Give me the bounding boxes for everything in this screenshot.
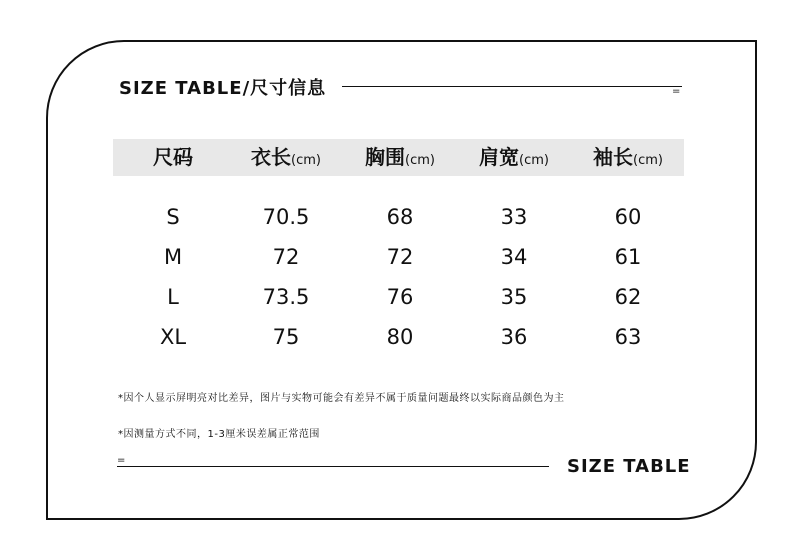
cell-shoulder: 36 <box>500 325 528 349</box>
column-header-size: 尺码 <box>153 145 193 169</box>
footer-title: SIZE TABLE <box>567 456 691 477</box>
cell-chest: 80 <box>386 325 414 349</box>
cell-sleeve: 61 <box>614 245 642 269</box>
cell-chest: 72 <box>386 245 414 269</box>
column-header-shoulder: 肩宽(cm) <box>479 145 549 169</box>
table-row <box>0 282 798 312</box>
table-row <box>0 322 798 352</box>
footer-divider <box>117 466 549 467</box>
cell-size: S <box>166 205 180 229</box>
cell-size: XL <box>159 325 187 349</box>
header-divider <box>342 86 682 87</box>
cell-size: L <box>167 285 179 309</box>
cell-length: 73.5 <box>262 285 310 309</box>
column-header-length: 衣长(cm) <box>251 145 321 169</box>
column-header-chest: 胸围(cm) <box>365 145 435 169</box>
note-measurement-tolerance: *因测量方式不同，1-3厘米误差属正常范围 <box>118 429 320 440</box>
note-color-disclaimer: *因个人显示屏明亮对比差异，图片与实物可能会有差异不属于质量问题最终以实际商品颜色为主 <box>118 393 565 404</box>
cell-length: 70.5 <box>262 205 310 229</box>
cell-shoulder: 34 <box>500 245 528 269</box>
footer-mark: = <box>117 455 126 466</box>
cell-length: 72 <box>272 245 300 269</box>
column-header-sleeve: 袖长(cm) <box>593 145 663 169</box>
table-row <box>0 242 798 272</box>
cell-chest: 76 <box>386 285 414 309</box>
cell-shoulder: 33 <box>500 205 528 229</box>
cell-length: 75 <box>272 325 300 349</box>
cell-shoulder: 35 <box>500 285 528 309</box>
cell-sleeve: 62 <box>614 285 642 309</box>
table-row <box>0 202 798 232</box>
size-table-card <box>46 40 757 520</box>
cell-sleeve: 60 <box>614 205 642 229</box>
header-title: SIZE TABLE/尺寸信息 <box>119 78 327 99</box>
cell-sleeve: 63 <box>614 325 642 349</box>
cell-chest: 68 <box>386 205 414 229</box>
table-header-row <box>113 139 684 176</box>
header-mark: = <box>672 86 681 97</box>
cell-size: M <box>163 245 183 269</box>
